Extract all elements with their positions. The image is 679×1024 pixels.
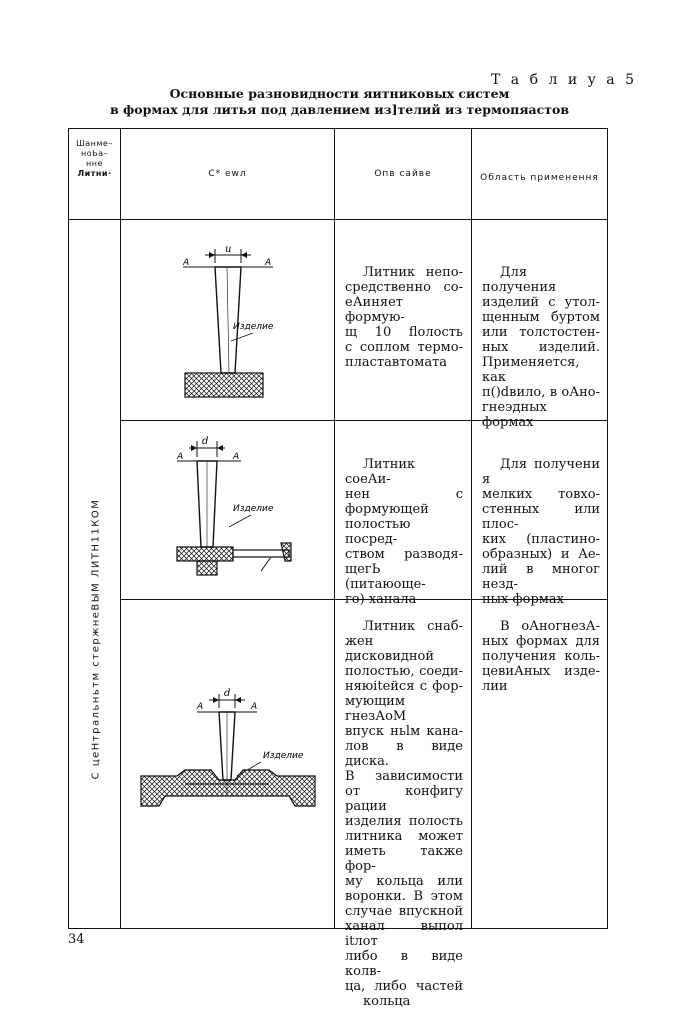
row1-description: Литник непо- средственно со- еАиняет формую- щ 10 flолость с соплом термо- пластавтомата: [345, 265, 463, 370]
figure1-section-right: A: [265, 258, 272, 268]
figure1-section-left: A: [183, 258, 190, 268]
col1-divider: [120, 129, 121, 928]
header-col3: Опв сайве: [374, 169, 432, 179]
figure2-section-left: A: [177, 452, 184, 462]
col3-divider: [471, 129, 472, 928]
row1-application: Для получения изделий с утол- щенным буртом или толстостен- ных изделий. Применяется, как п()dвило, в оАно- гнеэдных формах: [482, 265, 600, 430]
figure2-section-right: A: [233, 452, 240, 462]
table-title-line2: в формах для литья под давлением из]телий из термопяастов: [109, 102, 570, 117]
figure-runner-channel: [169, 431, 309, 591]
figure1-dim-label: u: [225, 244, 232, 255]
figure3-part-label: Изделие: [263, 751, 304, 761]
row3-description: Литник снаб- жен дисковидной полостью, соеди- няюitейся с фор- мующим гнезАоМ впуск ньlм кана- лов в виде диска. В зависимости от конфигу рации изделия полость литника может иметь также фор- му кольца или воронки. В этом случае впускной ханал выпол itлот либо в виде колв- ца, либо частей кольцa: [345, 619, 463, 1009]
page-number: 34: [68, 932, 85, 947]
group-label: С цеНтральньтм стержнеВЫМ ЛИТН11КОМ: [90, 498, 102, 780]
figure1-part-label: Изделие: [233, 322, 274, 332]
col2-divider: [334, 129, 335, 928]
row3-application: В оАногнезА- ных формах для получения коль- цевиАных изде- лии: [482, 619, 600, 694]
figure3-section-left: A: [197, 702, 204, 712]
header-col2: С* еwл: [208, 169, 247, 179]
table-title-line1: Основные разновидности яитниковых систем: [169, 86, 510, 101]
figure-disc-sprue: [127, 684, 332, 834]
row2-description: Литник соеАи- нен с формующей полостью посред- ством разводя- щегЬ (питаюоще- го) ханала: [345, 457, 463, 607]
figure2-part-label: Изделие: [233, 504, 274, 514]
figure3-section-right: A: [251, 702, 258, 712]
figure-direct-sprue: [169, 241, 289, 411]
figure3-dim-label: d: [224, 688, 231, 699]
row2-application: Для получени я мелких товхо- стенных или плос- ких (пластино- образных) и Ае- лий в многог незд- ных формах: [482, 457, 600, 607]
header-divider: [69, 219, 607, 220]
header-col4: Область применення: [480, 173, 599, 183]
table-title: [0, 86, 679, 118]
table-number: Т а б л и у а 5: [491, 72, 637, 88]
figure2-dim-label: d: [202, 436, 209, 447]
header-col1: Шанме– ноЬа– нне Литни·: [76, 139, 113, 178]
